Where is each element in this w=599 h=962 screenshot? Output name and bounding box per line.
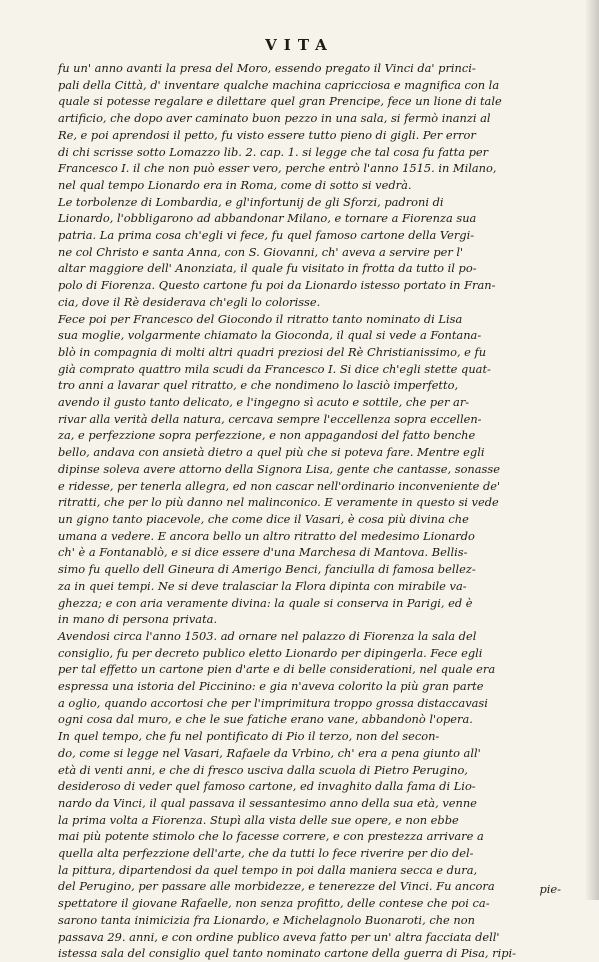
binding-shadow (585, 0, 599, 900)
text-line: avendo il gusto tanto delicato, e l'ingegno sì acuto e sottile, che per ar- (58, 395, 470, 410)
text-line: patria. La prima cosa ch'egli vi fece, fu quel famoso cartone della Vergi- (58, 228, 475, 243)
text-line: la prima volta a Fiorenza. Stupì alla vista delle sue opere, e non ebbe (58, 812, 459, 827)
text-line: do, come si legge nel Vasari, Rafaele da Vrbino, ch' era a pena giunto all' (58, 745, 481, 760)
text-line: simo fu quello dell Gineura di Amerigo Benci, fanciulla di famosa bellez- (58, 562, 476, 577)
text-line: Lionardo, l'obbligarono ad abbandonar Milano, e tornare a Fiorenza sua (58, 211, 477, 226)
text-line: cia, dove il Rè desiderava ch'egli lo colorisse. (58, 294, 321, 309)
text-line: artificio, che dopo aver caminato buon pezzo in una sala, si fermò inanzi al (58, 111, 491, 126)
text-line: consiglio, fu per decreto publico eletto Lionardo per dipingerla. Fece egli (58, 645, 483, 660)
text-line: quale si potesse regalare e dilettare quel gran Prencipe, fece un lione di tale (58, 94, 502, 109)
text-line: passava 29. anni, e con ordine publico aveva fatto per un' altra facciata dell' (58, 929, 500, 944)
text-line: mai più potente stimolo che lo facesse correre, e con prestezza arrivare a (58, 829, 484, 844)
text-line: già comprato quattro mila scudi da Francesco I. Si dice ch'egli stette quat- (58, 361, 491, 376)
text-line: blò in compagnia di molti altri quadri preziosi del Rè Christianissimo, e fu (58, 344, 487, 359)
text-line: tro anni a lavarar quel ritratto, e che nondimeno lo lasciò imperfetto, (58, 378, 459, 393)
text-line: za, e perfezzione sopra perfezzione, e non appagandosi del fatto benche (58, 428, 476, 443)
text-line: ghezza; e con aria veramente divina: la quale si conserva in Parigi, ed è (58, 595, 473, 610)
catchword: pie- (539, 882, 561, 896)
text-line: In quel tempo, che fu nel pontificato di Pio il terzo, non del secon- (58, 729, 440, 744)
text-line: sua moglie, volgarmente chiamato la Gioconda, il qual si vede a Fontana- (58, 328, 482, 343)
text-line: umana a vedere. E ancora bello un altro ritratto del medesimo Lionardo (58, 528, 475, 543)
text-line: quella alta perfezzione dell'arte, che da tutti lo fece riverire per dio del- (58, 846, 474, 861)
text-line: Avendosi circa l'anno 1503. ad ornare nel palazzo di Fiorenza la sala del (58, 628, 477, 643)
text-line: nel qual tempo Lionardo era in Roma, come di sotto si vedrà. (58, 177, 412, 192)
text-line: Francesco I. il che non può esser vero, perche entrò l'anno 1515. in Milano, (58, 161, 497, 176)
text-line: ogni cosa dal muro, e che le sue fatiche erano vane, abbandonò l'opera. (58, 712, 473, 727)
text-line: età di venti anni, e che di fresco usciva dalla scuola di Pietro Perugino, (58, 762, 468, 777)
text-line: di chi scrisse sotto Lomazzo lib. 2. cap. 1. si legge che tal cosa fu fatta per (58, 144, 489, 159)
text-line: fu un' anno avanti la presa del Moro, essendo pregato il Vinci da' princi- (58, 61, 476, 75)
text-line: espressa una istoria del Piccinino: e gia n'aveva colorito la più gran parte (58, 679, 484, 694)
text-line: Re, e poi aprendosi il petto, fu visto essere tutto pieno di gigli. Per error (58, 127, 476, 142)
text-line: ne col Christo e santa Anna, con S. Giovanni, ch' aveva a servire per l' (58, 244, 464, 259)
text-line: istessa sala del consiglio quel tanto nominato cartone della guerra di Pisa, ripi- (58, 946, 516, 961)
text-line: rivar alla verità della natura, cercava sempre l'eccellenza sopra eccellen- (58, 411, 482, 426)
text-line: Fece poi per Francesco del Giocondo il ritratto tanto nominato di Lisa (58, 311, 463, 326)
text-line: pali della Città, d' inventare qualche machina capricciosa e magnifica con la (58, 77, 500, 92)
text-line: a oglio, quando accortosi che per l'imprimitura troppo grossa distaccavasi (58, 695, 488, 710)
text-line: sarono tanta inimicizia fra Lionardo, e Michelagnolo Buonaroti, che non (58, 912, 475, 927)
text-line: del Perugino, per passare alle morbidezze, e tenerezze del Vinci. Fu ancora (58, 879, 495, 894)
text-line: dipinse soleva avere attorno della Signora Lisa, gente che cantasse, sonasse (58, 461, 500, 476)
text-line: desideroso di veder quel famoso cartone, ed invaghito dalla fama di Lio- (58, 779, 476, 794)
text-line: Le torbolenze di Lombardia, e gl'infortunij de gli Sforzi, padroni di (58, 194, 444, 209)
text-line: la pittura, dipartendosi da quel tempo in poi dalla maniera secca e dura, (58, 862, 478, 877)
text-line: ritratti, che per lo più danno nel malinconico. E veramente in questo si vede (58, 495, 499, 510)
text-line: bello, andava con ansietà dietro a quel più che si poteva fare. Mentre egli (58, 445, 485, 460)
text-line: altar maggiore dell' Anonziata, il quale fu visitato in frotta da tutto il po- (58, 261, 477, 276)
text-line: e ridesse, per tenerla allegra, ed non cascar nell'ordinario inconveniente de' (58, 478, 501, 493)
body-text (58, 60, 564, 962)
text-line: un gigno tanto piacevole, che come dice il Vasari, è cosa più divina che (58, 511, 469, 526)
text-line: za in quei tempi. Ne si deve tralasciar la Flora dipinta con mirabile va- (58, 578, 467, 593)
text-line: polo di Fiorenza. Questo cartone fu poi da Lionardo istesso portato in Fran- (58, 278, 496, 293)
text-line: spettatore il giovane Rafaelle, non senza profitto, delle contese che poi ca- (58, 896, 490, 911)
text-line: ch' è a Fontanablò, e si dice essere d'una Marchesa di Mantova. Bellis- (58, 545, 468, 560)
text-line: nardo da Vinci, il qual passava il sessantesimo anno della sua età, venne (58, 795, 477, 810)
running-title: VITA (265, 36, 334, 54)
text-line: per tal effetto un cartone pien d'arte e di belle considerationi, nel quale era (58, 662, 496, 677)
text-line: in mano di persona privata. (58, 612, 218, 627)
